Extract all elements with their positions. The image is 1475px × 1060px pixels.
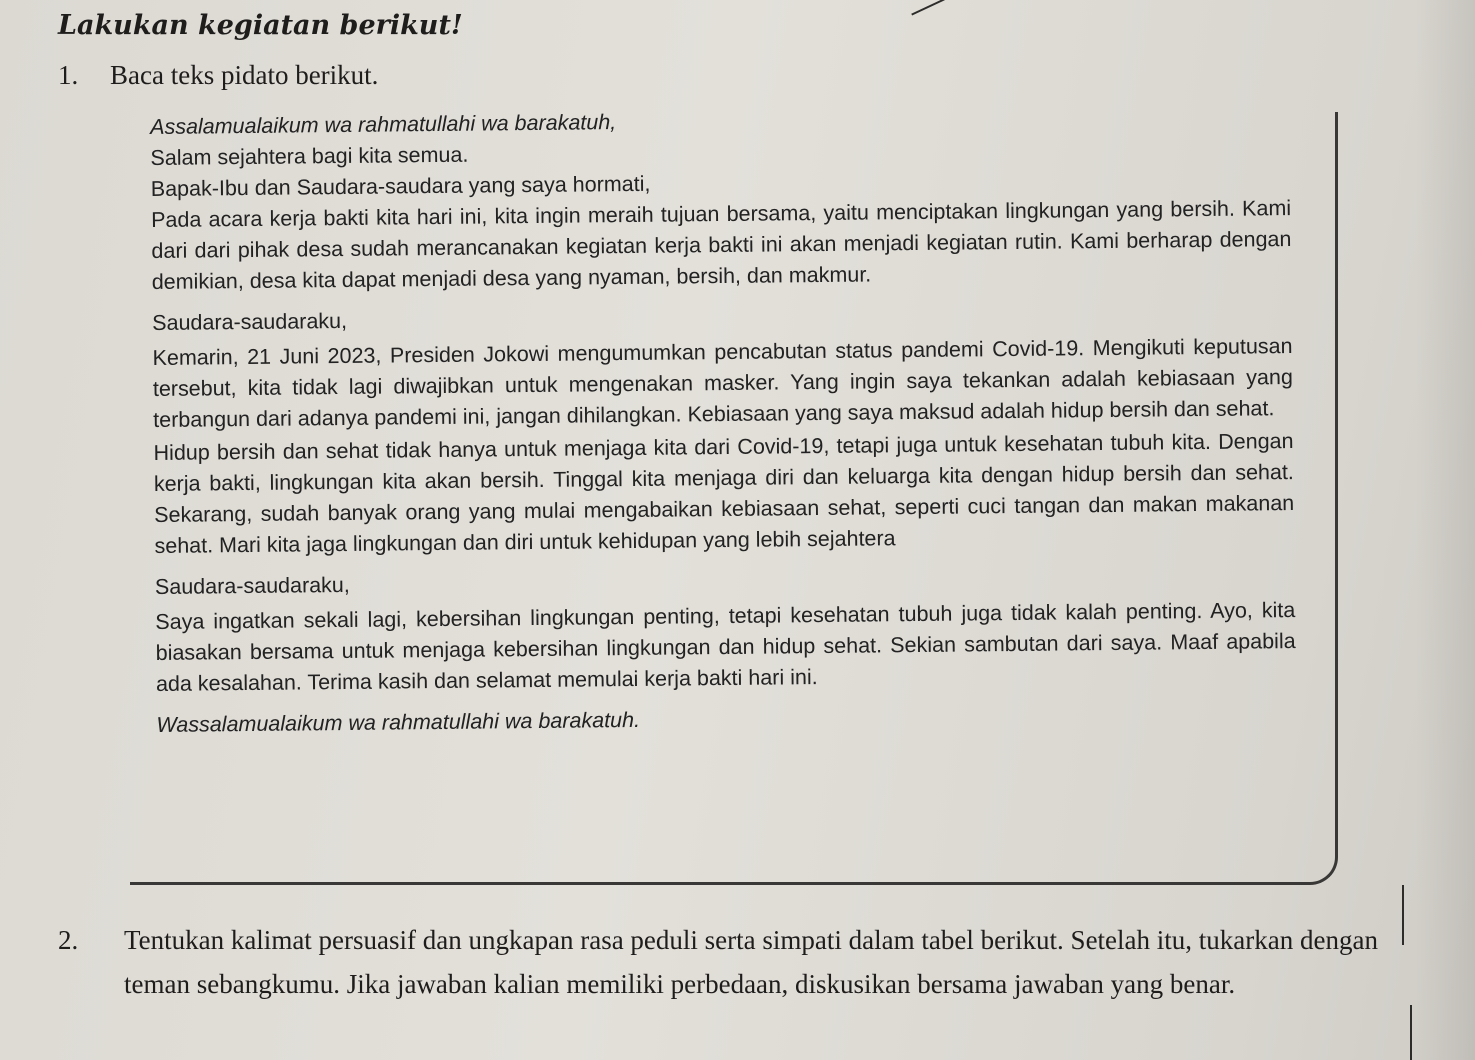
greeting-line-3: Bapak-Ibu dan Saudara-saudara yang saya hormati,	[150, 171, 651, 201]
greeting-line-1: Assalamualaikum wa rahmatullahi wa barakatuh,	[150, 110, 617, 139]
speech-salutation-2: Saudara-saudaraku,	[154, 572, 350, 599]
speech-paragraph-4: Saya ingatkan sekali lagi, kebersihan lingkungan penting, tetapi kesehatan tubuh juga tidak kalah penting. Ayo, kita biasakan bersama untuk menjaga kebersihan lingkungan dan hidup sehat. Sekian sambutan dari saya. Maaf apabila ada kesalahan. Terima kasih dan selamat memulai kerja bakti hari ini.	[155, 598, 1296, 696]
step2-num: 2.	[58, 925, 79, 955]
speech-paragraph-3: Hidup bersih dan sehat tidak hanya untuk menjaga kita dari Covid-19, tetapi juga untuk kesehatan tubuh kita. Dengan kerja bakti, lingkungan kita akan bersih. Tinggal kita menjaga diri dan keluarga kita dengan hidup bersih dan sehat. Sekarang, sudah banyak orang yang mulai mengabaikan kebiasaan sehat, seperti cuci tangan dan makan makanan sehat. Mari kita jaga lingkungan dan diri untuk kehidupan yang lebih sejahtera	[153, 429, 1295, 558]
pen-stroke	[911, 0, 944, 16]
speech-text	[150, 100, 1297, 751]
greeting-line-2: Salam sejahtera bagi kita semua.	[150, 142, 469, 170]
margin-line-2	[1410, 1005, 1412, 1060]
step1-number	[58, 60, 108, 91]
speech-salutation-1: Saudara-saudaraku,	[152, 308, 348, 335]
step1-num: 1.	[58, 60, 79, 90]
step2-text: Tentukan kalimat persuasif dan ungkapan rasa peduli serta simpati dalam tabel berikut. Setelah itu, tukarkan dengan teman sebangkumu. Jika jawaban kalian memiliki perbedaan, diskusikan bersama jawaban yang benar.	[124, 925, 1378, 999]
speech-paragraph-1: Pada acara kerja bakti kita hari ini, kita ingin meraih tujuan bersama, yaitu menciptakan lingkungan yang bersih. Kami dari dari pihak desa sudah merancanakan kegiatan kerja bakti ini akan menjadi kegiatan rutin. Kami berharap dengan demikian, desa kita dapat menjadi desa yang nyaman, bersih, dan makmur.	[151, 196, 1292, 294]
speech-paragraph-2: Kemarin, 21 Juni 2023, Presiden Jokowi mengumumkan pencabutan status pandemi Covid-19. Mengikuti keputusan tersebut, kita tidak lagi diwajibkan untuk mengenakan masker. Yang ingin saya tekankan adalah kebiasaan yang terbangun dari adanya pandemi ini, jangan dihilangkan. Kebiasaan yang saya maksud adalah hidup bersih dan sehat.	[152, 334, 1293, 432]
step1-text: Baca teks pidato berikut.	[110, 60, 379, 90]
page-edge-shadow	[1415, 0, 1475, 1060]
margin-line-1	[1402, 885, 1404, 945]
instruction-heading: Lakukan kegiatan berikut!	[58, 10, 463, 41]
step2	[58, 918, 1378, 1006]
speech-closing: Wassalamualaikum wa rahmatullahi wa barakatuh.	[156, 707, 641, 737]
